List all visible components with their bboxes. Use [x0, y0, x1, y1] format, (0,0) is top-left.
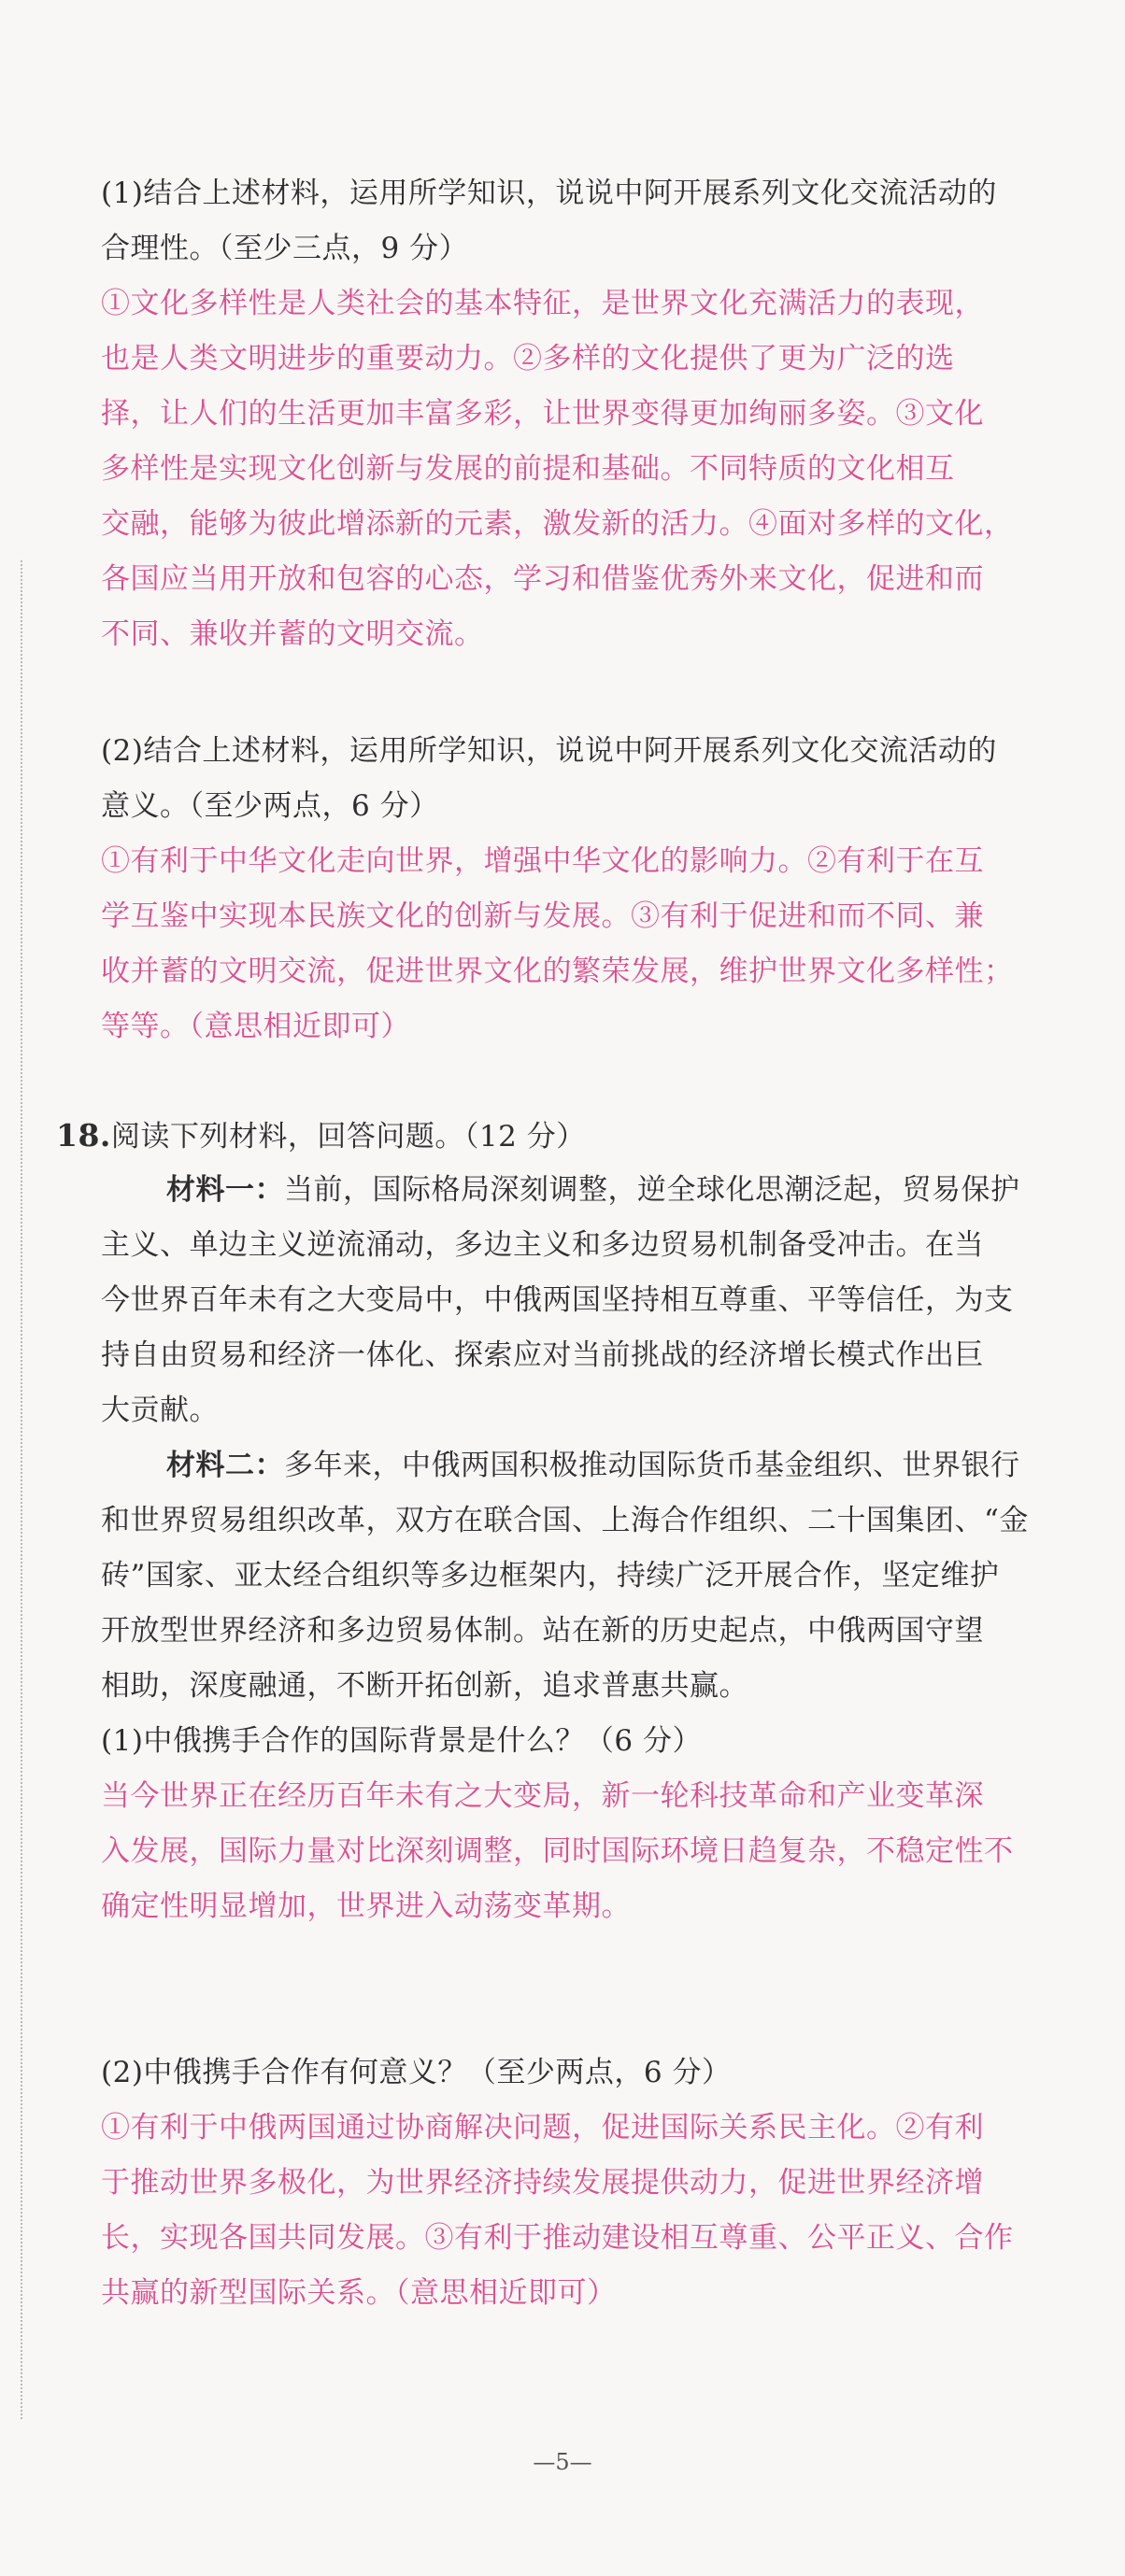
- margin-dotted-line: [21, 560, 22, 2419]
- q18-header: [56, 1108, 1075, 1163]
- q17-part1-answer-line: 交融，能够为彼此增添新的元素，激发新的活力。④面对多样的文化，: [101, 507, 1014, 541]
- q17-part1-answer-line: 各国应当用开放和包容的心态，学习和借鉴优秀外来文化，促进和而: [101, 562, 984, 596]
- q17-part2-answer-line: 等等。（意思相近即可）: [101, 1010, 410, 1043]
- q18-part1-question: (1)中俄携手合作的国际背景是什么？（6 分）: [101, 1724, 702, 1758]
- material1-text: 当前，国际格局深刻调整，逆全球化思潮泛起，贸易保护: [284, 1173, 1020, 1207]
- q17-part2-answer-line: ①有利于中华文化走向世界，增强中华文化的影响力。②有利于在互: [101, 844, 984, 878]
- material2-line: 相助，深度融通，不断开拓创新，追求普惠共赢。: [101, 1669, 748, 1703]
- q18-prompt: 阅读下列材料，回答问题。（12 分）: [110, 1120, 586, 1154]
- material1-line: 大贡献。: [101, 1394, 219, 1427]
- material2-label: 材料二：: [166, 1449, 284, 1482]
- q18-part2-answer-line: ①有利于中俄两国通过协商解决问题，促进国际关系民主化。②有利: [101, 2111, 984, 2144]
- material1-first-line: [101, 1163, 1073, 1218]
- q17-part2-answer-line: 学互鉴中实现本民族文化的创新与发展。③有利于促进和而不同、兼: [101, 899, 984, 933]
- material1-line: 今世界百年未有之大变局中，中俄两国坚持相互尊重、平等信任，为支: [101, 1283, 1014, 1317]
- q18-part2-question: (2)中俄携手合作有何意义？（至少两点，6 分）: [101, 2056, 732, 2089]
- q18-part2-answer-line: 于推动世界多极化，为世界经济持续发展提供动力，促进世界经济增: [101, 2166, 984, 2200]
- q17-part2-question-line: (2)结合上述材料，运用所学知识，说说中阿开展系列文化交流活动的: [101, 734, 997, 768]
- q18-part1-answer-line: 确定性明显增加，世界进入动荡变革期。: [101, 1890, 631, 1923]
- q18-part1-answer-line: 当今世界正在经历百年未有之大变局，新一轮科技革命和产业变革深: [101, 1779, 984, 1813]
- q18-part2: [101, 2045, 1073, 2321]
- q17-part1-question-line: 合理性。（至少三点，9 分）: [101, 232, 469, 265]
- q17-part2-answer-line: 收并蓄的文明交流，促进世界文化的繁荣发展，维护世界文化多样性；: [101, 955, 1014, 988]
- q17-part1-question-line: (1)结合上述材料，运用所学知识，说说中阿开展系列文化交流活动的: [101, 177, 997, 210]
- material2-line: 和世界贸易组织改革，双方在联合国、上海合作组织、二十国集团、“金: [101, 1504, 1029, 1537]
- q17-part1: [101, 166, 1073, 662]
- material2-first-line: [101, 1438, 1073, 1493]
- material2-text: 多年来，中俄两国积极推动国际货币基金组织、世界银行: [284, 1449, 1020, 1482]
- q18-material1: [101, 1163, 1073, 1438]
- question-number: 18.: [56, 1117, 111, 1154]
- q18-part1-answer-line: 入发展，国际力量对比深刻调整，同时国际环境日趋复杂，不稳定性不: [101, 1834, 1014, 1868]
- q17-part1-answer-line: 也是人类文明进步的重要动力。②多样的文化提供了更为广泛的选: [101, 342, 955, 375]
- material1-line: 持自由贸易和经济一体化、探索应对当前挑战的经济增长模式作出巨: [101, 1338, 984, 1372]
- material2-line: 砖”国家、亚太经合组织等多边框架内，持续广泛开展合作，坚定维护: [101, 1559, 1000, 1592]
- q18-part2-answer-line: 长，实现各国共同发展。③有利于推动建设相互尊重、公平正义、合作: [101, 2221, 1014, 2255]
- material2-line: 开放型世界经济和多边贸易体制。站在新的历史起点，中俄两国守望: [101, 1614, 984, 1648]
- material1-label: 材料一：: [166, 1173, 284, 1207]
- q18-part2-answer-line: 共赢的新型国际关系。（意思相近即可）: [101, 2276, 617, 2310]
- material1-line: 主义、单边主义逆流涌动，多边主义和多边贸易机制备受冲击。在当: [101, 1228, 984, 1262]
- q17-part2: [101, 724, 1073, 1054]
- page-number: —5—: [533, 2449, 592, 2475]
- q18-material2: [101, 1438, 1073, 1714]
- q17-part1-answer-line: 择，让人们的生活更加丰富多彩，让世界变得更加绚丽多姿。③文化: [101, 397, 984, 431]
- q17-part2-question-line: 意义。（至少两点，6 分）: [101, 789, 439, 823]
- q17-part1-answer-line: 不同、兼收并蓄的文明交流。: [101, 617, 484, 651]
- q17-part1-answer-line: ①文化多样性是人类社会的基本特征，是世界文化充满活力的表现，: [101, 287, 984, 320]
- q17-part1-answer-line: 多样性是实现文化创新与发展的前提和基础。不同特质的文化相互: [101, 452, 955, 486]
- q18-part1: [101, 1714, 1073, 1934]
